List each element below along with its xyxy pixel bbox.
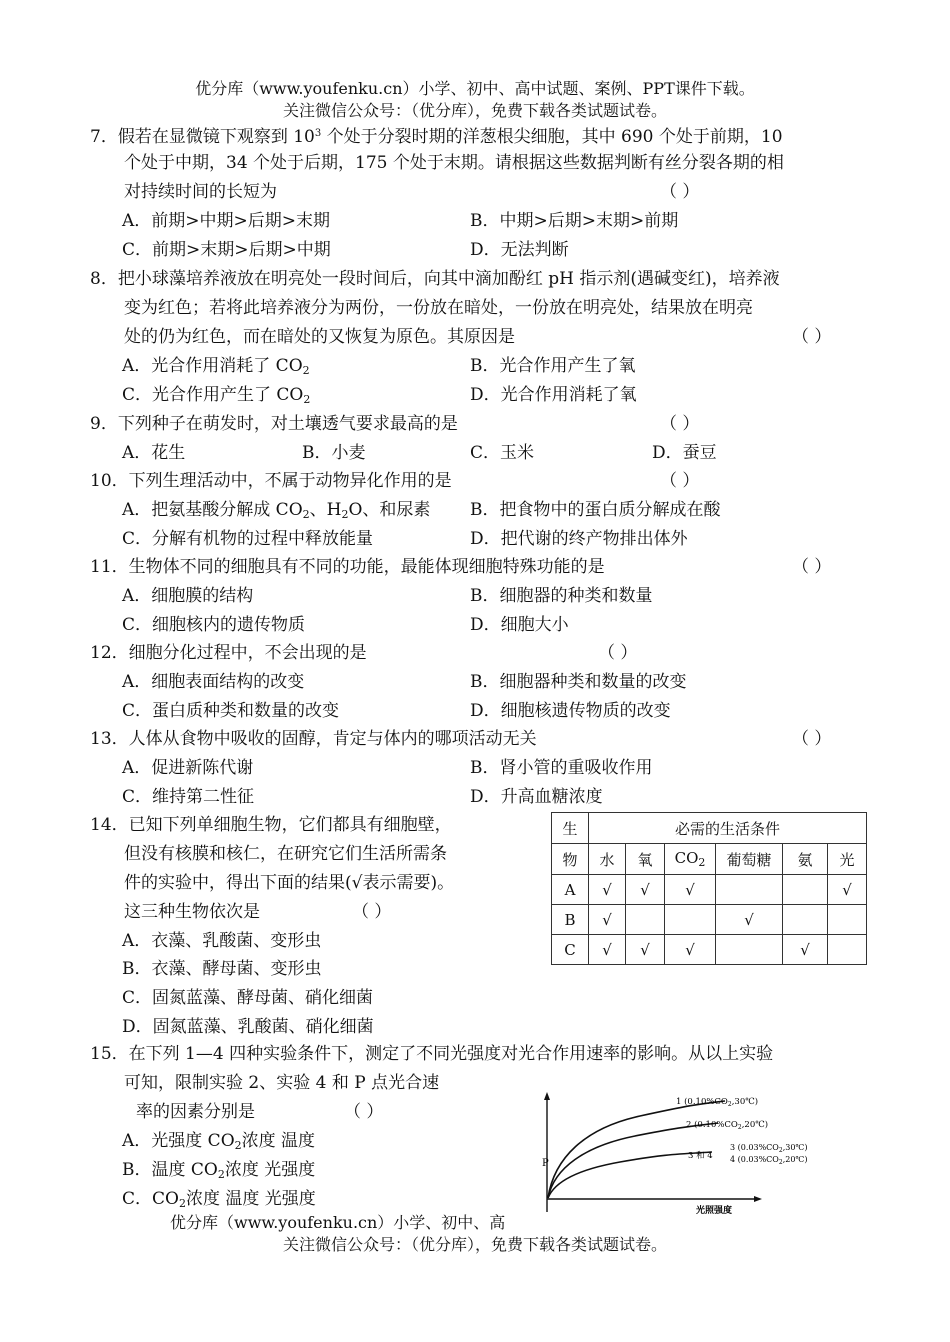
q13-option-d: D．升高血糖浓度 bbox=[470, 787, 603, 807]
q12-option-a: A．细胞表面结构的改变 bbox=[122, 672, 305, 692]
table-cell: √ bbox=[665, 875, 716, 905]
q13-option-b: B．肾小管的重吸收作用 bbox=[470, 758, 653, 778]
q12-option-b: B．细胞器种类和数量的改变 bbox=[470, 672, 687, 692]
q12-option-d: D．细胞核遗传物质的改变 bbox=[470, 701, 671, 721]
q13-option-a: A．促进新陈代谢 bbox=[122, 758, 254, 778]
q14-option-a: A．衣藻、乳酸菌、变形虫 bbox=[122, 931, 322, 951]
table-cell: √ bbox=[783, 935, 828, 965]
table-row bbox=[552, 905, 867, 935]
header-line-1: 优分库（www.youfenku.cn）小学、初中、高中试题、案例、PPT课件下载。 bbox=[195, 79, 755, 98]
q15-option-a bbox=[122, 1130, 315, 1157]
q8-option-d: D．光合作用消耗了氧 bbox=[470, 385, 637, 405]
q15-option-b-text-2: 浓度 光强度 bbox=[224, 1160, 316, 1180]
question-11-line-1: 11．生物体不同的细胞具有不同的功能，最能体现细胞特殊功能的是 bbox=[90, 557, 605, 577]
col-oxygen: 氧 bbox=[626, 844, 665, 875]
q10-option-c: C．分解有机物的过程中释放能量 bbox=[122, 529, 374, 549]
q8-option-a-sub: 2 bbox=[302, 364, 310, 377]
curve-2-label-end: ,20℃) bbox=[741, 1120, 769, 1130]
q8-option-a-text: A．光合作用消耗了 CO bbox=[122, 356, 303, 376]
q13-answer-blank: （ ） bbox=[792, 729, 832, 749]
curve-1-label-sub: 2 bbox=[727, 1101, 732, 1108]
row-c-name: C bbox=[552, 935, 589, 965]
table-cell bbox=[783, 905, 828, 935]
q14-option-d: D．固氮蓝藻、乳酸菌、硝化细菌 bbox=[122, 1017, 374, 1037]
q9-option-c: C．玉米 bbox=[470, 443, 535, 463]
header-line-2: 关注微信公众号：（优分库），免费下载各类试题试卷。 bbox=[282, 101, 667, 120]
q15-option-a-sub: 2 bbox=[234, 1139, 242, 1152]
q12-answer-blank: （ ） bbox=[598, 643, 638, 663]
q11-option-b: B．细胞器的种类和数量 bbox=[470, 586, 653, 606]
q15-option-c-sub: 2 bbox=[178, 1197, 186, 1210]
curve-4-label-end: ,20℃) bbox=[782, 1155, 808, 1164]
table-row bbox=[552, 935, 867, 965]
question-7-line-1 bbox=[90, 123, 783, 148]
table-cell bbox=[716, 875, 783, 905]
question-8-line-2: 变为红色；若将此培养液分为两份，一份放在暗处，一份放在明亮处，结果放在明亮 bbox=[124, 298, 753, 318]
question-14-line-2: 但没有核膜和核仁，在研究它们生活所需条 bbox=[124, 844, 447, 864]
q7-option-a: A．前期>中期>后期>末期 bbox=[122, 211, 331, 231]
curve-3-label-text: 3 (0.03%CO bbox=[730, 1143, 779, 1152]
point-p-label: P bbox=[542, 1158, 549, 1169]
table-cell bbox=[716, 935, 783, 965]
question-15-line-3: 率的因素分别是 bbox=[136, 1102, 255, 1122]
q7-text-b: 个处于分裂时期的洋葱根尖细胞，其中 690 个处于前期，10 bbox=[321, 127, 783, 147]
table-cell bbox=[783, 875, 828, 905]
q8-option-c-sub: 2 bbox=[303, 393, 311, 406]
curve-3-4-label: 3 和 4 bbox=[688, 1151, 713, 1161]
q14-answer-blank: （ ） bbox=[352, 902, 392, 922]
q11-answer-blank: （ ） bbox=[792, 557, 832, 577]
question-8-line-1: 8．把小球藻培养液放在明亮处一段时间后，向其中滴加酚红 pH 指示剂(遇碱变红)，培养液 bbox=[90, 269, 780, 289]
curve-3-label-sub: 2 bbox=[778, 1147, 783, 1154]
col-ammonia: 氨 bbox=[783, 844, 828, 875]
living-conditions-table bbox=[551, 812, 867, 965]
question-12-line-1: 12．细胞分化过程中，不会出现的是 bbox=[90, 643, 367, 663]
question-7-line-3: 对持续时间的长短为 bbox=[124, 182, 277, 202]
table-cell: √ bbox=[828, 875, 867, 905]
q13-option-c: C．维持第二性征 bbox=[122, 787, 255, 807]
q8-answer-blank: （ ） bbox=[792, 327, 832, 347]
table-header-row bbox=[552, 813, 867, 844]
q10-option-a-text-2: 、H bbox=[309, 500, 342, 520]
q7-text-a: 7．假若在显微镜下观察到 10 bbox=[90, 127, 315, 147]
table-row bbox=[552, 875, 867, 905]
table-head-wu: 物 bbox=[552, 844, 589, 875]
table-cell bbox=[828, 935, 867, 965]
row-a-name: A bbox=[552, 875, 589, 905]
table-cell bbox=[665, 905, 716, 935]
q11-option-d: D．细胞大小 bbox=[470, 615, 569, 635]
footer-line-2: 关注微信公众号：（优分库），免费下载各类试题试卷。 bbox=[282, 1235, 667, 1254]
q10-answer-blank: （ ） bbox=[660, 471, 700, 491]
table-cell: √ bbox=[626, 935, 665, 965]
footer-line-1: 优分库（www.youfenku.cn）小学、初中、高 bbox=[170, 1213, 506, 1232]
question-13-line-1: 13．人体从食物中吸收的固醇，肯定与体内的哪项活动无关 bbox=[90, 729, 537, 749]
q9-option-a: A．花生 bbox=[122, 443, 186, 463]
curve-2-label bbox=[686, 1119, 768, 1131]
photosynthesis-graph bbox=[540, 1088, 840, 1223]
x-axis-arrow bbox=[754, 1196, 762, 1202]
table-cell bbox=[626, 905, 665, 935]
curve-2-label-sub: 2 bbox=[737, 1124, 742, 1131]
curve-2-label-text: 2 (0.10%CO bbox=[686, 1120, 738, 1130]
q10-option-a-text-3: O、和尿素 bbox=[348, 500, 431, 520]
col-water: 水 bbox=[589, 844, 626, 875]
table-cell: √ bbox=[589, 935, 626, 965]
table-head-title: 必需的生活条件 bbox=[589, 813, 867, 844]
q7-option-c: C．前期>末期>后期>中期 bbox=[122, 240, 331, 260]
q10-option-a-sub-1: 2 bbox=[302, 508, 310, 521]
q15-option-c bbox=[122, 1188, 316, 1215]
q7-answer-blank: （ ） bbox=[660, 182, 700, 202]
q14-option-b: B．衣藻、酵母菌、变形虫 bbox=[122, 959, 322, 979]
question-8-line-3: 处的仍为红色，而在暗处的又恢复为原色。其原因是 bbox=[124, 327, 515, 347]
q10-option-d: D．把代谢的终产物排出体外 bbox=[470, 529, 688, 549]
col-glucose: 葡萄糖 bbox=[716, 844, 783, 875]
table-cell: √ bbox=[626, 875, 665, 905]
table-cell: √ bbox=[665, 935, 716, 965]
curve-4-label-sub: 2 bbox=[778, 1159, 783, 1166]
x-axis-label: 光照强度 bbox=[696, 1206, 733, 1216]
q7-option-d: D．无法判断 bbox=[470, 240, 569, 260]
question-14-line-3: 件的实验中，得出下面的结果(√表示需要)。 bbox=[124, 873, 455, 893]
table-cell: √ bbox=[589, 905, 626, 935]
question-9-line-1: 9．下列种子在萌发时，对土壤透气要求最高的是 bbox=[90, 414, 458, 434]
table-cell: √ bbox=[589, 875, 626, 905]
question-14-line-1: 14．已知下列单细胞生物，它们都具有细胞壁， bbox=[90, 815, 452, 835]
q9-option-d: D．蚕豆 bbox=[652, 443, 717, 463]
curve-4-label-text: 4 (0.03%CO bbox=[730, 1155, 779, 1164]
curve-1 bbox=[548, 1101, 725, 1198]
question-14-line-4: 这三种生物依次是 bbox=[124, 902, 260, 922]
curve-1-label-text: 1 (0.10%CO bbox=[676, 1097, 728, 1107]
q15-option-a-text-2: 浓度 温度 bbox=[241, 1131, 316, 1151]
col-co2-sub: 2 bbox=[698, 856, 706, 869]
q8-option-b: B．光合作用产生了氧 bbox=[470, 356, 636, 376]
col-co2-text: CO bbox=[674, 849, 699, 867]
q15-option-b bbox=[122, 1159, 315, 1186]
q9-option-b: B．小麦 bbox=[302, 443, 366, 463]
q10-option-a-sub-2: 2 bbox=[341, 508, 349, 521]
q7-exponent: 3 bbox=[314, 128, 322, 139]
q9-answer-blank: （ ） bbox=[660, 414, 700, 434]
table-head-sheng: 生 bbox=[552, 813, 589, 844]
curve-3-label-end: ,30℃) bbox=[782, 1143, 808, 1152]
curve-3-label bbox=[730, 1143, 807, 1154]
question-15-line-2: 可知，限制实验 2、实验 4 和 P 点光合速 bbox=[124, 1073, 440, 1093]
col-light: 光 bbox=[828, 844, 867, 875]
table-subheader-row bbox=[552, 844, 867, 875]
q10-option-a bbox=[122, 499, 430, 526]
q15-option-a-text-1: A．光强度 CO bbox=[122, 1131, 235, 1151]
q11-option-c: C．细胞核内的遗传物质 bbox=[122, 615, 306, 635]
table-cell bbox=[828, 905, 867, 935]
curve-1-label-end: ,30℃) bbox=[731, 1097, 759, 1107]
q11-option-a: A．细胞膜的结构 bbox=[122, 586, 254, 606]
q10-option-b: B．把食物中的蛋白质分解成在酸 bbox=[470, 500, 721, 520]
row-b-name: B bbox=[552, 905, 589, 935]
curve-4-label bbox=[730, 1155, 807, 1166]
q10-option-a-text-1: A．把氨基酸分解成 CO bbox=[122, 500, 303, 520]
q15-answer-blank: （ ） bbox=[344, 1102, 384, 1122]
q7-option-b: B．中期>后期>末期>前期 bbox=[470, 211, 679, 231]
table-cell: √ bbox=[716, 905, 783, 935]
q12-option-c: C．蛋白质种类和数量的改变 bbox=[122, 701, 340, 721]
q15-option-b-text-1: B．温度 CO bbox=[122, 1160, 218, 1180]
q14-option-c: C．固氮蓝藻、酵母菌、硝化细菌 bbox=[122, 988, 374, 1008]
question-10-line-1: 10．下列生理活动中，不属于动物异化作用的是 bbox=[90, 471, 452, 491]
q15-option-c-text-1: C．CO bbox=[122, 1189, 179, 1209]
q8-option-a bbox=[122, 355, 310, 382]
q8-option-c bbox=[122, 384, 310, 411]
question-15-line-1: 15．在下列 1—4 四种实验条件下，测定了不同光强度对光合作用速率的影响。从以上实验 bbox=[90, 1044, 774, 1064]
y-axis-arrow bbox=[544, 1092, 550, 1100]
curve-1-label bbox=[676, 1096, 758, 1108]
question-7-line-2: 个处于中期，34 个处于后期，175 个处于末期。请根据这些数据判断有丝分裂各期的相 bbox=[124, 153, 784, 173]
q15-option-c-text-2: 浓度 温度 光强度 bbox=[185, 1189, 316, 1209]
q15-option-b-sub: 2 bbox=[217, 1168, 225, 1181]
col-co2 bbox=[665, 844, 716, 875]
q8-option-c-text: C．光合作用产生了 CO bbox=[122, 385, 304, 405]
